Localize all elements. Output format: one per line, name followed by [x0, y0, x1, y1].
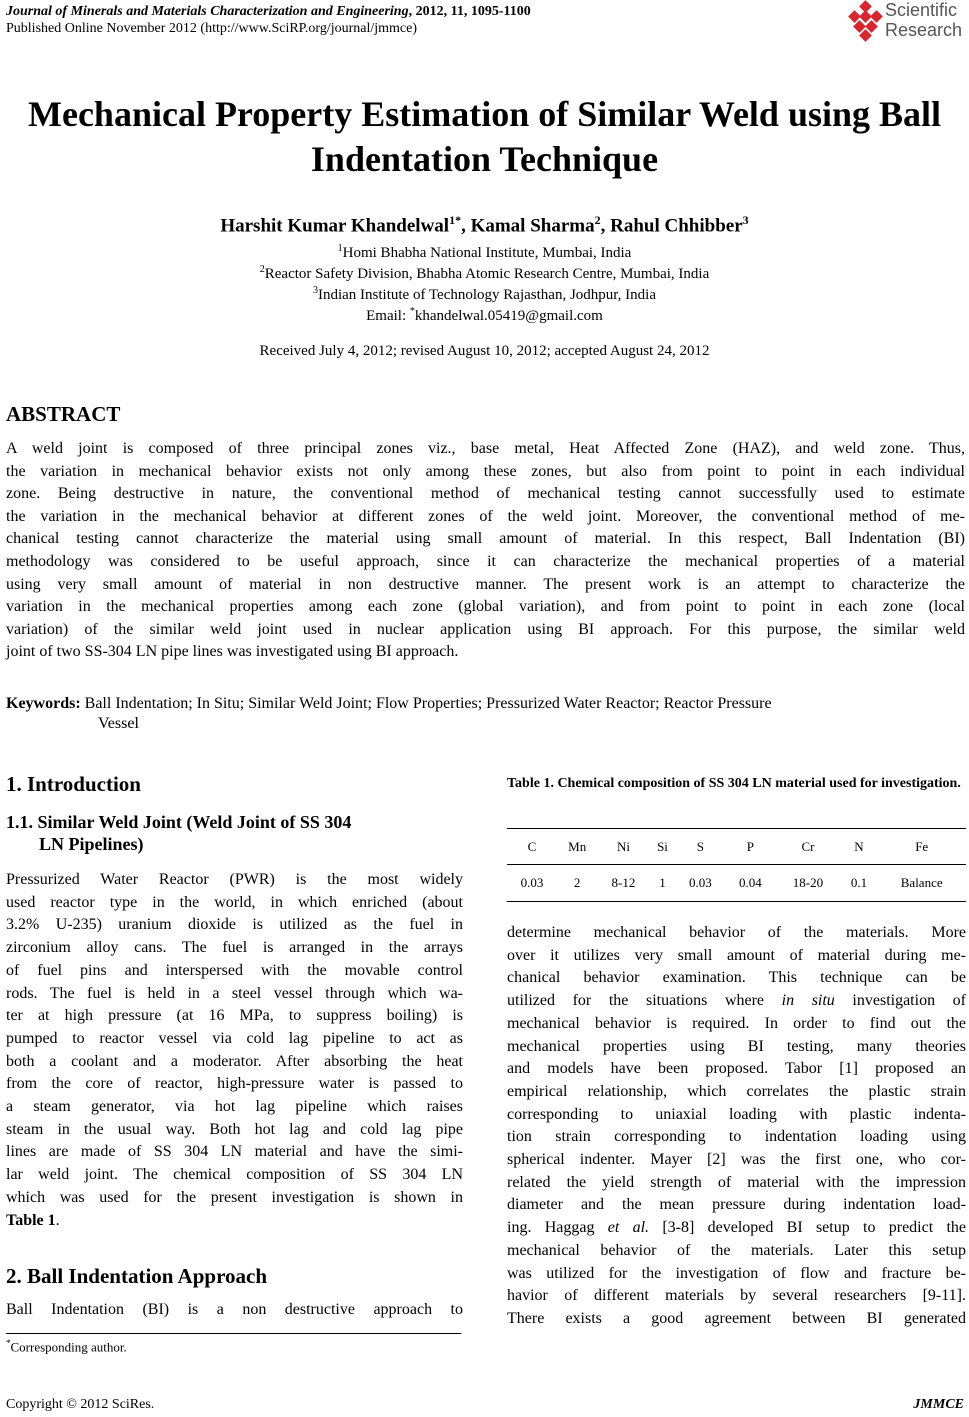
keywords-continued: Vessel	[98, 715, 139, 732]
text-line: zirconium alloy cans. The fuel is arranged in the arrays	[6, 939, 463, 957]
abstract-line: chanical testing cannot characterize the material using small amount of material. In this respect, Ball Indentation (BI)	[6, 530, 965, 548]
journal-name: Journal of Minerals and Materials Characterization and Engineering	[6, 4, 409, 19]
author-name: , Kamal Sharma	[461, 215, 595, 237]
text-line: havior of different materials by several researchers [9-11].	[507, 1287, 966, 1305]
abstract-line: variation in the mechanical properties among each zone (global variation), and from point to point in each zone (local	[6, 598, 965, 616]
received-dates: Received July 4, 2012; revised August 10, 2012; accepted August 24, 2012	[259, 343, 710, 359]
table-cell: Balance	[877, 865, 966, 902]
table-cell: 1	[650, 865, 676, 902]
text-line: mechanical properties using BI testing, many theories	[507, 1037, 966, 1055]
bi-paragraph: Ball Indentation (BI) is a non destructive approach to	[6, 1301, 463, 1318]
footnote: *Corresponding author.	[6, 1338, 127, 1355]
scientific-research-logo	[847, 0, 967, 44]
text-line: Pressurized Water Reactor (PWR) is the most widely	[6, 871, 463, 888]
table-header-cell: S	[675, 829, 725, 865]
affiliation: $^2$Reactor Safety Division, Bhabha Atomic Research Centre, Mumbai, India	[259, 264, 710, 282]
text-line: diameter and the mean pressure during indentation load-	[507, 1196, 966, 1214]
table-caption: Table 1. Chemical composition of SS 304 LN material used for investigation.	[507, 776, 961, 791]
table-header-cell: C	[507, 829, 557, 865]
text-line: ter at high pressure (at 16 MPa, to suppress boiling) is	[6, 1007, 463, 1025]
text-line: mechanical behavior of the materials. Later this setup	[507, 1241, 966, 1259]
text-line: determine mechanical behavior of the materials. More	[507, 924, 966, 941]
table-header-cell: Fe	[877, 829, 966, 865]
keywords-label: Keywords:	[6, 695, 81, 712]
text-line: of fuel pins and interspersed with the movable control	[6, 961, 463, 979]
logo-text-scientific: Scientific	[885, 0, 958, 20]
text-line: a steam generator, via hot lag pipeline which raises	[6, 1098, 463, 1116]
logo-mark-icon	[847, 2, 883, 38]
paper-title: Mechanical Property Estimation of Similar Weld using Ball Indentation Technique	[27, 94, 942, 179]
text-line: over it utilizes very small amount of material during me-	[507, 946, 966, 964]
keywords	[6, 693, 965, 715]
text-line: Table 1.	[6, 1211, 60, 1229]
text-line: utilized for the situations where in situ investigation of	[507, 992, 967, 1010]
journal-header	[6, 3, 531, 37]
text-line: mechanical behavior is required. In order to find out the	[507, 1014, 966, 1032]
abstract-line: using very small amount of material in non destructive manner. The present work is an attempt to characterize the	[6, 575, 965, 593]
text-line: was utilized for the investigation of flow and fracture be-	[507, 1264, 966, 1282]
logo-text-research: Research	[885, 20, 963, 40]
text-line: steam in the usual way. Both hot lag and cold lag pipe	[6, 1120, 463, 1138]
text-line: related the yield strength of material with the impression	[507, 1173, 966, 1191]
author-list: Harshit Kumar Khandelwal$^{1*}$, Kamal Sharma$^2$, Rahul Chhibber$^3$	[220, 213, 749, 237]
table-header-cell: P	[725, 829, 775, 865]
table-reference: Table 1	[6, 1211, 56, 1229]
intro-paragraph	[6, 869, 463, 1232]
table-cell: 0.03	[507, 865, 557, 902]
table-header-cell: Ni	[597, 829, 649, 865]
text-line: used reactor type in the world, in which enriched (about	[6, 893, 463, 911]
text-line: ing. Haggag et al. [3-8] developed BI setup to predict the	[507, 1219, 966, 1237]
table-cell: 2	[557, 865, 597, 902]
footnote-rule	[6, 1333, 461, 1334]
section-heading-introduction: 1. Introduction	[6, 772, 141, 796]
table-header-row	[507, 829, 966, 865]
table-cell: 0.1	[841, 865, 878, 902]
table-cell: 18-20	[775, 865, 840, 902]
table-header-cell: Si	[650, 829, 676, 865]
text-line: There exists a good agreement between BI generated	[507, 1309, 966, 1327]
author-email: Email: *khandelwal.05419@gmail.com	[366, 306, 603, 324]
composition-table	[507, 828, 966, 902]
abstract-line: variation) of the similar weld joint used in nuclear application using BI approach. For this purpose, the similar weld	[6, 620, 965, 638]
text-line: 3.2% U-235) uranium dioxide is utilized as the fuel in	[6, 916, 463, 934]
text-line: spherical indenter. Mayer [2] was the first one, who cor-	[507, 1151, 966, 1169]
right-column-paragraph	[507, 922, 966, 1331]
text-line: which was used for the present investigation is shown in	[6, 1188, 463, 1206]
table-cell: 8-12	[597, 865, 649, 902]
table-header-cell: Cr	[775, 829, 840, 865]
section-heading-ball-indentation: 2. Ball Indentation Approach	[6, 1264, 268, 1288]
abstract-line: methodology was considered to be useful approach, since it can characterize the mechanical properties of a material	[6, 552, 965, 570]
abstract-line: the variation in the mechanical behavior at different zones of the weld joint. Moreover, the conventional method of me-	[6, 507, 965, 525]
published-online: Published Online November 2012 (http://www.SciRP.org/journal/jmmce)	[6, 21, 418, 36]
text-line: and models have been proposed. Tabor [1] proposed an	[507, 1060, 966, 1078]
text-line: corresponding to uniaxial loading with plastic indenta-	[507, 1105, 966, 1123]
abstract-line: zone. Being destructive in nature, the conventional method of mechanical testing cannot successfully used to estimate	[6, 485, 965, 503]
keywords-text: Ball Indentation; In Situ; Similar Weld Joint; Flow Properties; Pressurized Water Reactor; Reactor Pressure	[80, 695, 772, 712]
affiliation: $^3$Indian Institute of Technology Rajasthan, Jodhpur, India	[312, 285, 656, 303]
text-line: lar weld joint. The chemical composition of SS 304 LN	[6, 1166, 463, 1184]
subsection-heading: 1.1. Similar Weld Joint (Weld Joint of SS 304 LN Pipelines)	[6, 812, 352, 854]
abstract-line: A weld joint is composed of three principal zones viz., base metal, Heat Affected Zone (HAZ), and weld zone. Thus,	[6, 440, 965, 457]
text-line: from the core of reactor, high-pressure water is passed to	[6, 1075, 463, 1093]
table-cell: 0.04	[725, 865, 775, 902]
abstract-line: joint of two SS-304 LN pipe lines was investigated using BI approach.	[6, 643, 459, 661]
text-line: tion strain corresponding to indentation loading using	[507, 1128, 966, 1146]
journal-abbreviation: JMMCE	[913, 1397, 964, 1412]
table-row	[507, 865, 966, 902]
table-header-cell: Mn	[557, 829, 597, 865]
text-line: both a coolant and a moderator. After absorbing the heat	[6, 1052, 463, 1070]
table-header-cell: N	[841, 829, 878, 865]
copyright: Copyright © 2012 SciRes.	[6, 1397, 155, 1412]
abstract-heading: ABSTRACT	[6, 402, 121, 426]
text-line: rods. The fuel is held in a steel vessel through which wa-	[6, 984, 463, 1002]
text-line: empirical relationship, which correlates the plastic strain	[507, 1082, 966, 1100]
abstract-body	[6, 438, 965, 664]
author-name: , Rahul Chhibber	[600, 215, 743, 237]
abstract-line: the variation in mechanical behavior exists not only among these zones, but also from point to point in each individual	[6, 462, 965, 480]
text-line: pumped to reactor vessel via cold lag pipeline to act as	[6, 1029, 463, 1047]
table-cell: 0.03	[675, 865, 725, 902]
text-line: lines are made of SS 304 LN material and have the simi-	[6, 1143, 463, 1161]
journal-issue: , 2012, 11, 1095-1100	[408, 4, 531, 19]
author-name: Harshit Kumar Khandelwal	[220, 215, 450, 237]
text-line: chanical behavior examination. This technique can be	[507, 969, 966, 987]
affiliation: $^1$Homi Bhabha National Institute, Mumbai, India	[337, 243, 632, 261]
